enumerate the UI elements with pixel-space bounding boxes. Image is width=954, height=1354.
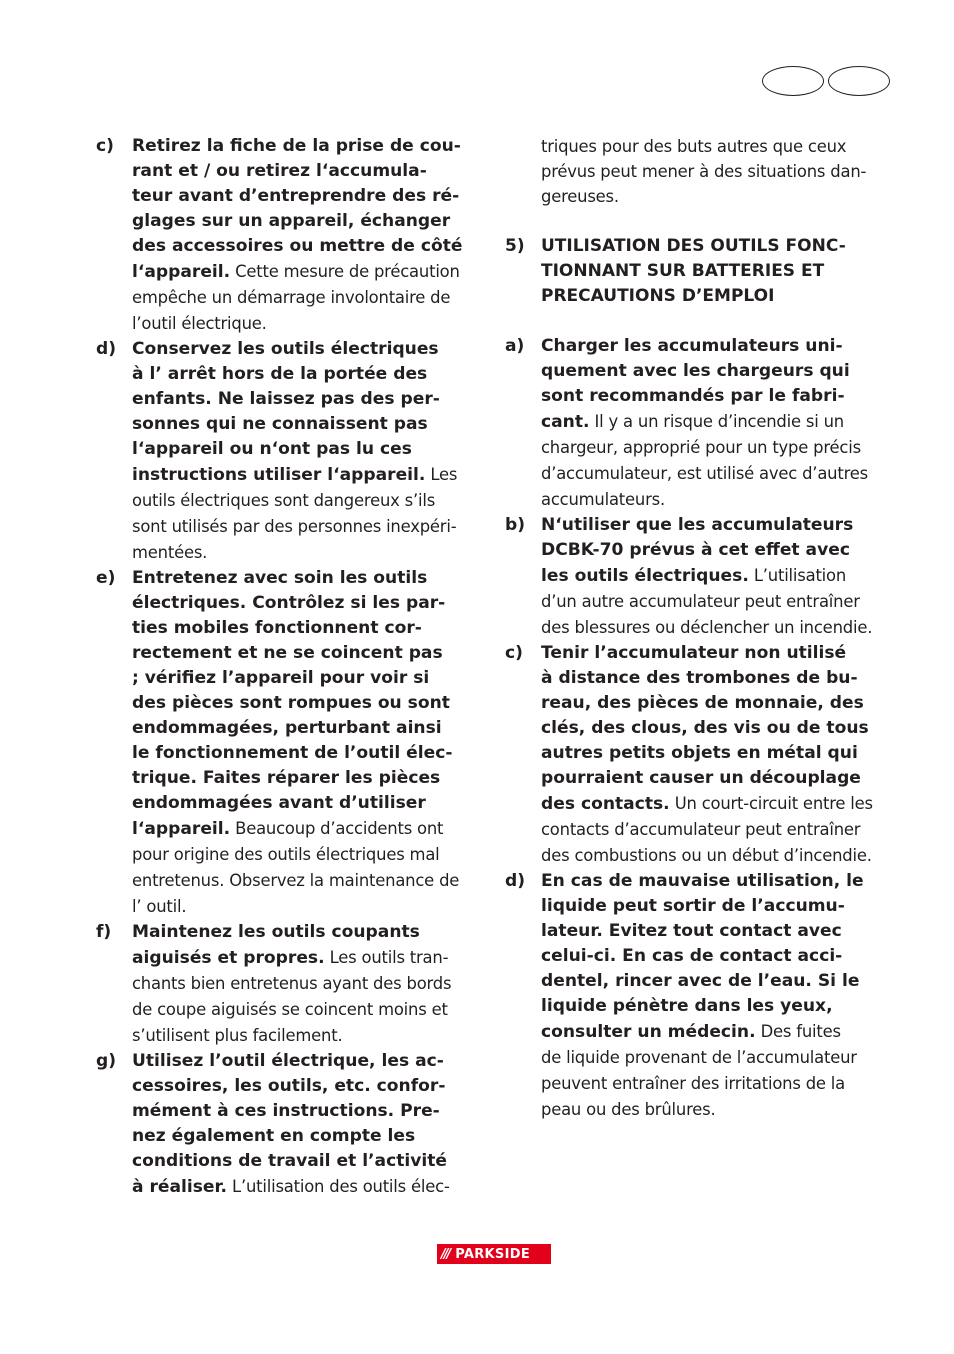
item-text: Des fuites de liquide provenant de l’accumulateur peuvent entraîner des irritations de la peau ou des brûlures.: [541, 1022, 857, 1119]
item-label: c): [505, 643, 523, 663]
list-item: [505, 513, 891, 641]
item-bold-text: Maintenez les outils coupants aiguisés et propres.: [132, 922, 420, 968]
item-text: Les outils électriques sont dangereux s’ils sont utilisés par des personnes inexpéri- mentées.: [132, 465, 458, 562]
item-bold-text: Charger les accumulateurs uni- quement avec les chargeurs qui sont recommandés par le fabri- cant.: [541, 336, 850, 432]
language-badge: [828, 66, 890, 96]
item-label: d): [96, 339, 117, 359]
item-label: e): [96, 568, 116, 588]
item-bold-text: N‘utiliser que les accumulateurs DCBK-70 prévus à cet effet avec les outils électriques.: [541, 515, 854, 586]
item-label: g): [96, 1051, 117, 1071]
item-text: Cette mesure de précaution empêche un démarrage involontaire de l’outil électrique.: [132, 262, 460, 333]
item-bold-text: Conservez les outils électriques à l’ arrêt hors de la portée des enfants. Ne laissez pas des per- sonnes qui ne connaissent pas l‘appareil ou n‘ont pas lu ces instructions utiliser l‘appareil.: [132, 339, 440, 485]
item-label: a): [505, 336, 525, 356]
right-column: [505, 134, 891, 1123]
continued-text: triques pour des buts autres que ceux prévus peut mener à des situations dan- gereuses.: [541, 137, 867, 206]
list-item: [96, 566, 482, 920]
logo-slashes: ///: [441, 1246, 450, 1262]
list-item: [96, 134, 482, 337]
item-bold-text: En cas de mauvaise utilisation, le liquide peut sortir de l’accumu- lateur. Evitez tout contact avec celui-ci. En cas de contact acci- dentel, rincer avec de l’eau. Si le liquide pénètre dans les yeux, consulter un médecin.: [541, 871, 864, 1042]
section-heading: [505, 234, 891, 309]
item-text: Les outils tran- chants bien entretenus ayant des bords de coupe aiguisés se coincent moins et s’utilisent plus facilement.: [132, 948, 452, 1045]
list-item: [96, 920, 482, 1049]
item-text: Il y a un risque d’incendie si un chargeur, approprié pour un type précis d’accumulateur, est utilisé avec d’autres accumulateurs.: [541, 412, 868, 509]
item-label: b): [505, 515, 526, 535]
list-item: [505, 869, 891, 1123]
heading-number: 5): [505, 236, 525, 256]
list-item: [96, 1049, 482, 1200]
item-text: L’utilisation d’un autre accumulateur peut entraîner des blessures ou déclencher un incendie.: [541, 566, 873, 637]
parkside-logo: [437, 1244, 551, 1264]
heading-text: UTILISATION DES OUTILS FONC- TIONNANT SUR BATTERIES ET PRECAUTIONS D’EMPLOI: [541, 236, 846, 306]
item-bold-text: Tenir l’accumulateur non utilisé à distance des trombones de bu- reau, des pièces de monnaie, des clés, des clous, des vis ou de tous autres petits objets en métal qui pourraient causer un découplage des contacts.: [541, 643, 869, 814]
item-bold-text: Utilisez l’outil électrique, les ac- cessoires, les outils, etc. confor- mément à ces instructions. Pre- nez également en compte les conditions de travail et l’activité à réaliser.: [132, 1051, 448, 1197]
item-label: d): [505, 871, 526, 891]
left-column: [96, 134, 482, 1200]
item-bold-text: Entretenez avec soin les outils électriques. Contrôlez si les par- ties mobiles fonctionnent cor- rectement et ne se coincent pas ; vérifiez l’appareil pour voir si des pièces sont rompues ou sont endommagées, perturbant ainsi le fonctionnement de l’outil élec- trique. Faites réparer les pièces endommagées avant d’utiliser l‘appareil.: [132, 568, 453, 839]
list-item: [505, 334, 891, 513]
item-label: f): [96, 922, 112, 942]
language-badge: [762, 66, 824, 96]
item-text: Un court-circuit entre les contacts d’accumulateur peut entraîner des combustions ou un début d’incendie.: [541, 794, 873, 865]
list-item: [505, 641, 891, 869]
item-bold-text: Retirez la fiche de la prise de cou- rant et / ou retirez l‘accumula- teur avant d’entreprendre des ré- glages sur un appareil, échanger des accessoires ou mettre de côté l‘appareil.: [132, 136, 463, 282]
list-item: [96, 337, 482, 566]
logo-text: PARKSIDE: [455, 1246, 531, 1262]
item-label: c): [96, 136, 114, 156]
language-badges: [762, 66, 890, 98]
item-text: Beaucoup d’accidents ont pour origine des outils électriques mal entretenus. Observez la maintenance de l’ outil.: [132, 819, 460, 916]
item-text: L’utilisation des outils élec-: [227, 1177, 450, 1196]
